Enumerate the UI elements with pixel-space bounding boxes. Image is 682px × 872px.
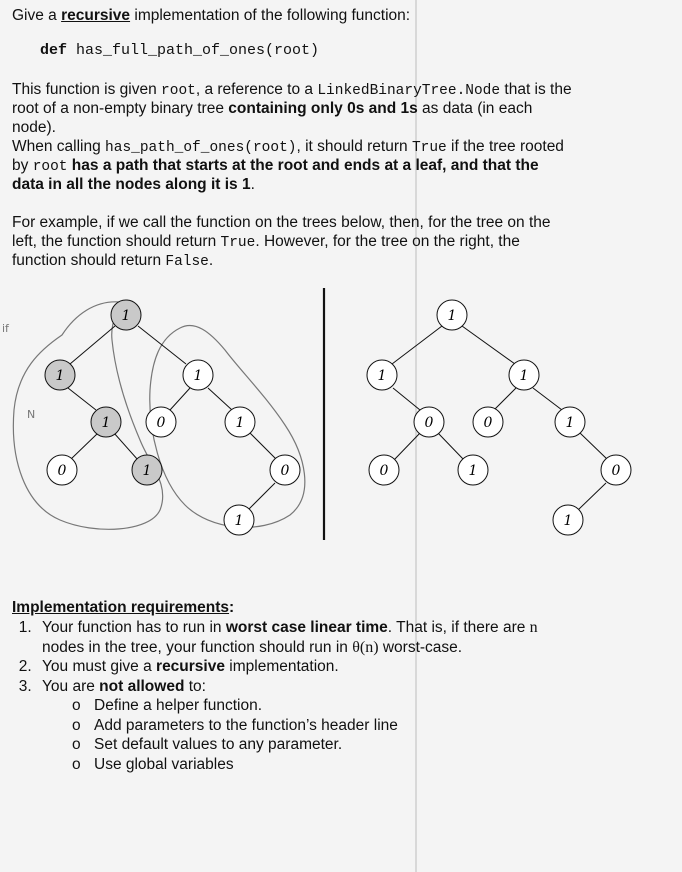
code-false: False bbox=[165, 254, 209, 270]
signature-rest: has_full_path_of_ones(root) bbox=[67, 42, 320, 59]
para1-line3: node). bbox=[12, 119, 56, 136]
left-tree-node bbox=[225, 407, 255, 437]
right-tree-node bbox=[367, 360, 397, 390]
node-label: 0 bbox=[424, 415, 434, 431]
para3-line2 bbox=[12, 232, 520, 253]
req3-b: to: bbox=[184, 677, 206, 695]
req1-bold: worst case linear time bbox=[225, 619, 388, 636]
requirements-heading-colon: : bbox=[229, 599, 235, 616]
para2-line3-end: . bbox=[250, 176, 255, 193]
pencil-loop-left bbox=[13, 300, 162, 529]
annotation-n: N bbox=[27, 408, 36, 421]
right-tree-node bbox=[414, 407, 444, 437]
right-tree-node bbox=[369, 455, 399, 485]
para3-line1: For example, if we call the function on the trees below, then, for the tree on the bbox=[12, 214, 551, 231]
left-tree-node bbox=[224, 505, 254, 535]
req2-b: implementation. bbox=[224, 658, 339, 675]
code-root: root bbox=[161, 83, 196, 99]
requirement-item-3 bbox=[36, 677, 676, 775]
restrictions-list bbox=[42, 696, 676, 774]
example-trees-figure bbox=[0, 280, 682, 545]
restriction-item: o Define a helper function. bbox=[72, 696, 676, 716]
restriction-item: o Use global variables bbox=[72, 755, 676, 775]
intro-recursive-word: recursive bbox=[61, 7, 131, 24]
para2-line3 bbox=[12, 175, 255, 194]
node-label: 1 bbox=[563, 513, 573, 529]
node-label: 1 bbox=[193, 368, 203, 384]
node-label: 1 bbox=[565, 415, 575, 431]
node-label: 1 bbox=[519, 368, 529, 384]
para1-line2-a: root of a non-empty binary tree bbox=[12, 100, 229, 117]
para1-line2 bbox=[12, 99, 532, 118]
right-tree-node bbox=[553, 505, 583, 535]
para3-line3-a: function should return bbox=[12, 252, 166, 269]
node-label: 1 bbox=[377, 368, 387, 384]
right-tree-node bbox=[473, 407, 503, 437]
requirements-list bbox=[12, 618, 676, 774]
req1-d: worst-case. bbox=[378, 638, 463, 656]
para2-line1-c: if the tree rooted bbox=[446, 138, 564, 155]
para2-line1-a: When calling bbox=[12, 138, 106, 155]
left-tree-node bbox=[146, 407, 176, 437]
left-tree-node bbox=[47, 455, 77, 485]
para1-line1-b: , a reference to a bbox=[195, 81, 318, 98]
left-tree-node bbox=[111, 300, 141, 330]
intro-line bbox=[12, 6, 410, 25]
node-label: 0 bbox=[611, 463, 621, 479]
code-true: True bbox=[220, 235, 256, 251]
signature-keyword: def bbox=[40, 42, 68, 59]
node-label: 1 bbox=[447, 308, 457, 324]
node-label: 1 bbox=[234, 513, 244, 529]
node-label: 1 bbox=[468, 463, 478, 479]
left-tree-node bbox=[183, 360, 213, 390]
node-label: 0 bbox=[379, 463, 389, 479]
req1-theta: θ(n) bbox=[352, 638, 379, 656]
left-tree-node bbox=[270, 455, 300, 485]
req3-a: You are bbox=[42, 677, 100, 695]
req1-a: Your function has to run in bbox=[42, 619, 226, 636]
para2-line2 bbox=[12, 156, 539, 177]
annotation-if: if bbox=[2, 322, 9, 335]
req2-a: You must give a bbox=[42, 658, 157, 675]
para3-line2-a: left, the function should return bbox=[12, 233, 221, 250]
node-label: 1 bbox=[55, 368, 65, 384]
code-root: root bbox=[32, 159, 68, 175]
node-label: 1 bbox=[101, 415, 111, 431]
para2-line2-a: by bbox=[12, 157, 33, 174]
node-label: 0 bbox=[483, 415, 493, 431]
node-label: 1 bbox=[121, 308, 131, 324]
code-call: has_path_of_ones(root) bbox=[105, 140, 297, 156]
para3-line2-b: . However, for the tree on the right, the bbox=[255, 233, 520, 250]
para3-line3 bbox=[12, 251, 213, 272]
node-label: 1 bbox=[142, 463, 152, 479]
right-tree-node bbox=[437, 300, 467, 330]
req1-b: . That is, if there are bbox=[387, 619, 530, 636]
para2-line3-bold: data in all the nodes along it is 1 bbox=[12, 176, 251, 193]
req1-n: n bbox=[529, 619, 538, 636]
node-label: 1 bbox=[235, 415, 245, 431]
restriction-item: o Add parameters to the function’s header line bbox=[72, 716, 676, 736]
right-tree-node bbox=[555, 407, 585, 437]
para1-line2-b: as data (in each bbox=[417, 100, 533, 117]
restriction-item: o Set default values to any parameter. bbox=[72, 735, 676, 755]
req3-bold: not allowed bbox=[99, 677, 185, 695]
para2-line1-b: , it should return bbox=[296, 138, 412, 155]
para2-line2-bold: has a path that starts at the root and ends at a leaf, and that the bbox=[67, 157, 539, 174]
code-node-class: LinkedBinaryTree.Node bbox=[317, 83, 501, 99]
intro-lead: Give a bbox=[12, 7, 62, 24]
requirements-heading bbox=[12, 598, 234, 617]
right-tree-node bbox=[509, 360, 539, 390]
para1-line1 bbox=[12, 80, 572, 101]
para1-line1-c: that is the bbox=[500, 81, 572, 98]
requirement-item-2 bbox=[36, 657, 676, 677]
node-label: 0 bbox=[57, 463, 67, 479]
node-label: 0 bbox=[156, 415, 166, 431]
intro-tail: implementation of the following function: bbox=[130, 7, 411, 24]
para1-line2-bold: containing only 0s and 1s bbox=[228, 100, 418, 117]
left-tree-node bbox=[91, 407, 121, 437]
left-tree-node bbox=[45, 360, 75, 390]
code-true: True bbox=[411, 140, 447, 156]
req1-c: nodes in the tree, your function should run in bbox=[42, 638, 353, 656]
node-label: 0 bbox=[280, 463, 290, 479]
requirement-item-1 bbox=[36, 618, 676, 657]
para1-line1-a: This function is given bbox=[12, 81, 162, 98]
req2-bold: recursive bbox=[156, 658, 225, 675]
para2-line1 bbox=[12, 137, 564, 158]
left-tree-node bbox=[132, 455, 162, 485]
right-tree-node bbox=[458, 455, 488, 485]
requirements-heading-text: Implementation requirements bbox=[12, 599, 230, 616]
function-signature bbox=[40, 42, 319, 59]
para3-line3-b: . bbox=[208, 252, 214, 269]
right-tree-node bbox=[601, 455, 631, 485]
